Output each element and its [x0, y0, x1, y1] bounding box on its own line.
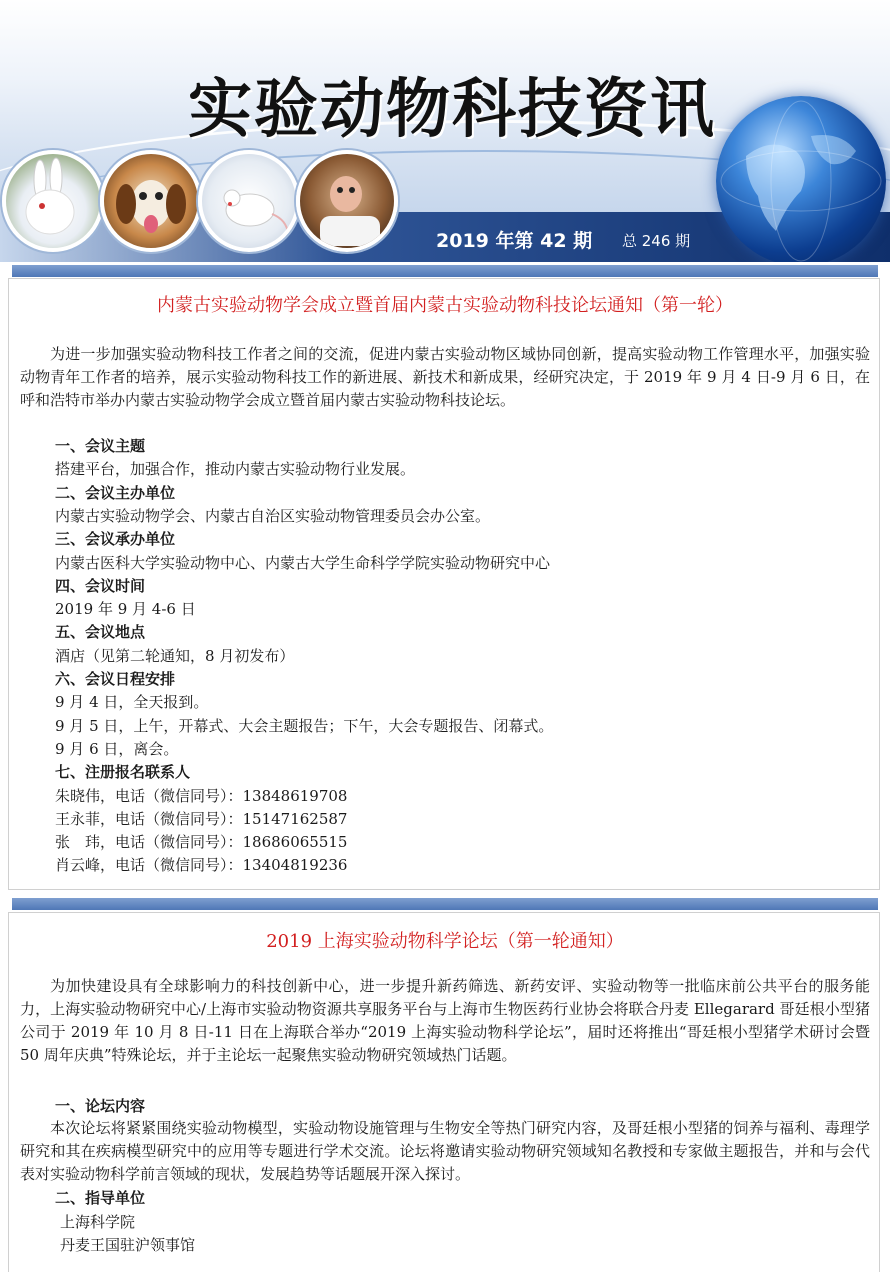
article-2-heading: 2019 上海实验动物科学论坛（第一轮通知） — [266, 931, 624, 952]
section-subheading: 一、会议主题 — [55, 437, 146, 455]
globe-continents-icon — [716, 96, 886, 262]
article-2-subheading-guidance: 二、指导单位 — [55, 1189, 146, 1207]
newsletter-title: 实验动物科技资讯 — [188, 72, 716, 147]
section-subheading: 四、会议时间 — [55, 576, 146, 595]
issue-number: 2019 年第 42 期 — [436, 230, 593, 252]
article-1-intro: 为进一步加强实验动物科技工作者之间的交流，促进内蒙古实验动物区域协同创新，提高实验动物工作管理水平，加强实验动物青年工作者的培养，展示实验动物科技工作的新进展、新技术和新成果，经研究决定，于 2019 年 9 月 4 日-9 月 6 日，在呼和浩特市举办内蒙古实验动物学会成立暨首届内蒙古实验动物科技论坛。 — [20, 345, 870, 409]
article-1-heading: 内蒙古实验动物学会成立暨首届内蒙古实验动物科技论坛通知（第一轮） — [157, 295, 733, 316]
guidance-unit-1: 上海科学院 — [60, 1213, 136, 1231]
detail-line: 酒店（见第二轮通知，8 月初发布） — [55, 646, 295, 665]
masthead-banner — [0, 0, 890, 262]
article-2-intro: 为加快建设具有全球影响力的科技创新中心，进一步提升新药筛选、新药安评、实验动物等一批临床前公共平台的服务能力，上海实验动物研究中心/上海市实验动物资源共享服务平台与上海市生物医药行业协会将联合丹麦 Ellegarard 哥廷根小型猪公司于 2019 年 10 月 8 日-11 日在上海联合举办“2019 上海实验动物科学论坛”，届时还将推出“哥廷根小型猪学术研讨会暨 50 周年庆典”特殊论坛，并于主论坛一起聚焦实验动物研究领域热门话题。 — [20, 977, 870, 1064]
monkey-photo — [296, 150, 398, 252]
detail-line: 搭建平台，加强合作，推动内蒙古实验动物行业发展。 — [55, 460, 416, 479]
rabbit-photo — [2, 150, 104, 252]
guidance-unit-2: 丹麦王国驻沪领事馆 — [60, 1236, 196, 1254]
globe-icon — [716, 96, 886, 262]
detail-line: 9 月 6 日，离会。 — [55, 739, 179, 758]
section-subheading: 二、会议主办单位 — [55, 483, 176, 502]
mouse-icon — [202, 154, 296, 248]
section-subheading: 七、注册报名联系人 — [55, 763, 191, 782]
section-subheading: 六、会议日程安排 — [55, 670, 176, 688]
section-divider-top — [12, 265, 878, 277]
detail-line: 2019 年 9 月 4-6 日 — [55, 600, 196, 619]
mouse-photo — [198, 150, 300, 252]
section-subheading: 三、会议承办单位 — [55, 530, 176, 549]
total-issue-number: 总 246 期 — [622, 232, 691, 250]
section-divider-middle — [12, 898, 878, 910]
monkey-icon — [300, 154, 394, 248]
dog-icon — [104, 154, 198, 248]
article-2 — [8, 912, 880, 1272]
detail-line: 内蒙古实验动物学会、内蒙古自治区实验动物管理委员会办公室。 — [55, 506, 491, 525]
dog-photo — [100, 150, 202, 252]
rabbit-icon — [6, 154, 100, 248]
detail-line: 王永菲，电话（微信同号）：15147162587 — [55, 809, 348, 828]
article-2-subheading-content: 一、论坛内容 — [55, 1097, 146, 1115]
detail-line: 张 玮，电话（微信同号）：18686065515 — [55, 833, 348, 852]
detail-line: 内蒙古医科大学实验动物中心、内蒙古大学生命科学学院实验动物研究中心 — [55, 553, 551, 572]
detail-line: 9 月 5 日，上午，开幕式、大会主题报告；下午，大会专题报告、闭幕式。 — [55, 716, 554, 735]
article-2-content: 本次论坛将紧紧围绕实验动物模型，实验动物设施管理与生物安全等热门研究内容，及哥廷根小型猪的饲养与福利、毒理学研究和其在疾病模型研究中的应用等专题进行学术交流。论坛将邀请实验动物研究领域知名教授和专家做主题报告，并和与会代表对实验动物科学前言领域的现状，发展趋势等话题展开深入探讨。 — [20, 1119, 870, 1183]
detail-line: 朱晓伟，电话（微信同号）：13848619708 — [55, 786, 348, 805]
detail-line: 9 月 4 日，全天报到。 — [55, 693, 209, 712]
section-subheading: 五、会议地点 — [55, 623, 146, 642]
detail-line: 肖云峰，电话（微信同号）：13404819236 — [55, 856, 348, 875]
